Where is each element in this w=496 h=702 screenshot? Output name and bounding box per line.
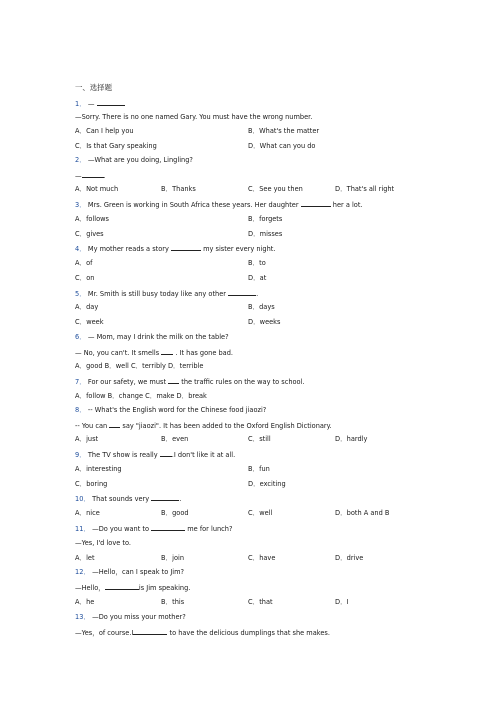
option-a[interactable]: A．follows <box>75 215 109 223</box>
option-c[interactable]: C．gives <box>75 230 104 238</box>
question-text-end: the traffic rules on the way to school. <box>181 378 305 386</box>
question-number: 9． <box>75 451 86 459</box>
question-text-end: .I don't like it at all. <box>171 451 236 459</box>
question-number: 3． <box>75 201 86 209</box>
answer-blank[interactable] <box>97 99 125 106</box>
question-5 <box>75 289 258 298</box>
question-9 <box>75 450 235 459</box>
answer-blank[interactable] <box>133 628 167 635</box>
dialogue-prefix: — <box>75 172 82 180</box>
dialogue-line: —Yes, I'd love to. <box>75 539 131 547</box>
options-inline[interactable]: A．follow B．change C．make D．break <box>75 392 207 400</box>
option-b[interactable]: B．fun <box>248 465 270 473</box>
section-title: 一、选择题 <box>75 83 112 92</box>
dialogue-suffix: . It has gone bad. <box>175 349 233 357</box>
question-1 <box>75 99 125 108</box>
option-d[interactable]: D．hardly <box>335 435 368 443</box>
question-13 <box>75 613 186 621</box>
dialogue-suffix: . <box>103 172 106 180</box>
option-c[interactable]: C．week <box>75 318 104 326</box>
question-text: -- What's the English word for the Chinese food jiaozi? <box>87 406 267 414</box>
option-c[interactable]: C．See you then <box>248 185 303 193</box>
dialogue-suffix: is Jim speaking. <box>138 584 191 592</box>
option-d[interactable]: D．both A and B <box>335 509 390 517</box>
option-c[interactable]: C．have <box>248 554 276 562</box>
dialogue-prefix: —Hello， <box>75 584 105 592</box>
option-a[interactable]: A．of <box>75 259 93 267</box>
answer-blank[interactable] <box>82 171 104 178</box>
question-number: 11． <box>75 525 90 533</box>
option-b[interactable]: B．to <box>248 259 266 267</box>
option-d[interactable]: D．misses <box>248 230 283 238</box>
answer-blank[interactable] <box>301 200 331 207</box>
question-text-end: . <box>256 290 259 298</box>
question-7 <box>75 377 305 386</box>
dialogue-prefix: -- You can <box>75 422 108 430</box>
question-text: — Mom, may I drink the milk on the table? <box>87 333 229 341</box>
dialogue-prefix: —Yes，of course.I <box>75 629 134 637</box>
option-d[interactable]: D．at <box>248 274 267 282</box>
question-number: 1． <box>75 100 86 108</box>
option-b[interactable]: B．even <box>161 435 189 443</box>
option-d[interactable]: D．drive <box>335 554 364 562</box>
option-a[interactable]: A．let <box>75 554 95 562</box>
answer-blank[interactable] <box>109 421 120 428</box>
option-a[interactable]: A．just <box>75 435 99 443</box>
question-number: 4． <box>75 245 86 253</box>
option-b[interactable]: B．What's the matter <box>248 127 320 135</box>
question-10 <box>75 494 181 503</box>
option-a[interactable]: A．interesting <box>75 465 122 473</box>
option-b[interactable]: B．Thanks <box>161 185 196 193</box>
dialogue-prefix: — No, you can't. It smells <box>75 349 160 357</box>
question-text-end: my sister every night. <box>203 245 276 253</box>
answer-blank[interactable] <box>105 583 139 590</box>
option-c[interactable]: C．boring <box>75 480 108 488</box>
question-text-end: me for lunch? <box>187 525 233 533</box>
option-b[interactable]: B．good <box>161 509 189 517</box>
option-a[interactable]: A．he <box>75 598 95 606</box>
question-number: 13． <box>75 613 90 621</box>
option-c[interactable]: C．Is that Gary speaking <box>75 142 157 150</box>
question-11 <box>75 524 232 533</box>
question-text: The TV show is really <box>87 451 158 459</box>
option-d[interactable]: D．weeks <box>248 318 281 326</box>
option-d[interactable]: D．What can you do <box>248 142 316 150</box>
dialogue-line <box>75 348 233 357</box>
question-number: 8． <box>75 406 86 414</box>
question-number: 5． <box>75 290 86 298</box>
dialogue-line <box>75 628 330 637</box>
question-text: —Do you miss your mother? <box>92 613 186 621</box>
option-a[interactable]: A．Can I help you <box>75 127 134 135</box>
question-number: 7． <box>75 378 86 386</box>
question-text: — <box>87 100 95 108</box>
question-number: 10． <box>75 495 90 503</box>
answer-blank[interactable] <box>151 494 182 503</box>
answer-blank[interactable] <box>161 348 173 355</box>
question-number: 12． <box>75 568 90 576</box>
option-b[interactable]: B．forgets <box>248 215 283 223</box>
question-text: For our safety, we must <box>87 378 167 386</box>
question-number: 6． <box>75 333 86 341</box>
question-8 <box>75 406 266 414</box>
question-text-end: her a lot. <box>332 201 363 209</box>
option-a[interactable]: A．day <box>75 303 99 311</box>
question-text: —Hello，can I speak to Jim? <box>92 568 185 576</box>
answer-blank[interactable] <box>151 524 185 531</box>
question-2 <box>75 156 193 164</box>
option-a[interactable]: A．Not much <box>75 185 119 193</box>
question-text: —Do you want to <box>92 525 150 533</box>
option-d[interactable]: D．I <box>335 598 349 606</box>
option-d[interactable]: D．That's all right <box>335 185 395 193</box>
dialogue-line <box>75 171 106 180</box>
answer-blank[interactable] <box>228 289 259 298</box>
answer-blank[interactable] <box>160 450 172 457</box>
option-c[interactable]: C．still <box>248 435 271 443</box>
answer-blank[interactable] <box>171 244 201 251</box>
question-text: Mrs. Green is working in South Africa these years. Her daughter <box>87 201 299 209</box>
options-inline[interactable]: A．good B．well C．terribly D．terrible <box>75 362 204 370</box>
question-text-end: . <box>179 495 182 503</box>
option-b[interactable]: B．days <box>248 303 275 311</box>
dialogue-suffix: to have the delicious dumplings that she makes. <box>169 629 330 637</box>
option-c[interactable]: C．on <box>75 274 95 282</box>
option-b[interactable]: B．this <box>161 598 185 606</box>
question-text: —What are you doing, Lingling? <box>87 156 193 164</box>
option-d[interactable]: D．exciting <box>248 480 286 488</box>
question-6 <box>75 333 229 341</box>
dialogue-line <box>75 583 190 592</box>
question-3 <box>75 200 363 209</box>
option-c[interactable]: C．well <box>248 509 273 517</box>
question-12 <box>75 568 184 576</box>
option-c[interactable]: C．that <box>248 598 273 606</box>
dialogue-suffix: say "jiaozi". It has been added to the Oxford English Dictionary. <box>122 422 332 430</box>
dialogue-line: —Sorry. There is no one named Gary. You must have the wrong number. <box>75 113 313 121</box>
option-a[interactable]: A．nice <box>75 509 100 517</box>
question-number: 2． <box>75 156 86 164</box>
question-text: Mr. Smith is still busy today like any other <box>87 290 226 298</box>
question-text: That sounds very <box>92 495 150 503</box>
answer-blank[interactable] <box>168 377 179 384</box>
question-text: My mother reads a story <box>87 245 169 253</box>
dialogue-line <box>75 421 332 430</box>
question-4 <box>75 244 275 253</box>
option-b[interactable]: B．join <box>161 554 184 562</box>
